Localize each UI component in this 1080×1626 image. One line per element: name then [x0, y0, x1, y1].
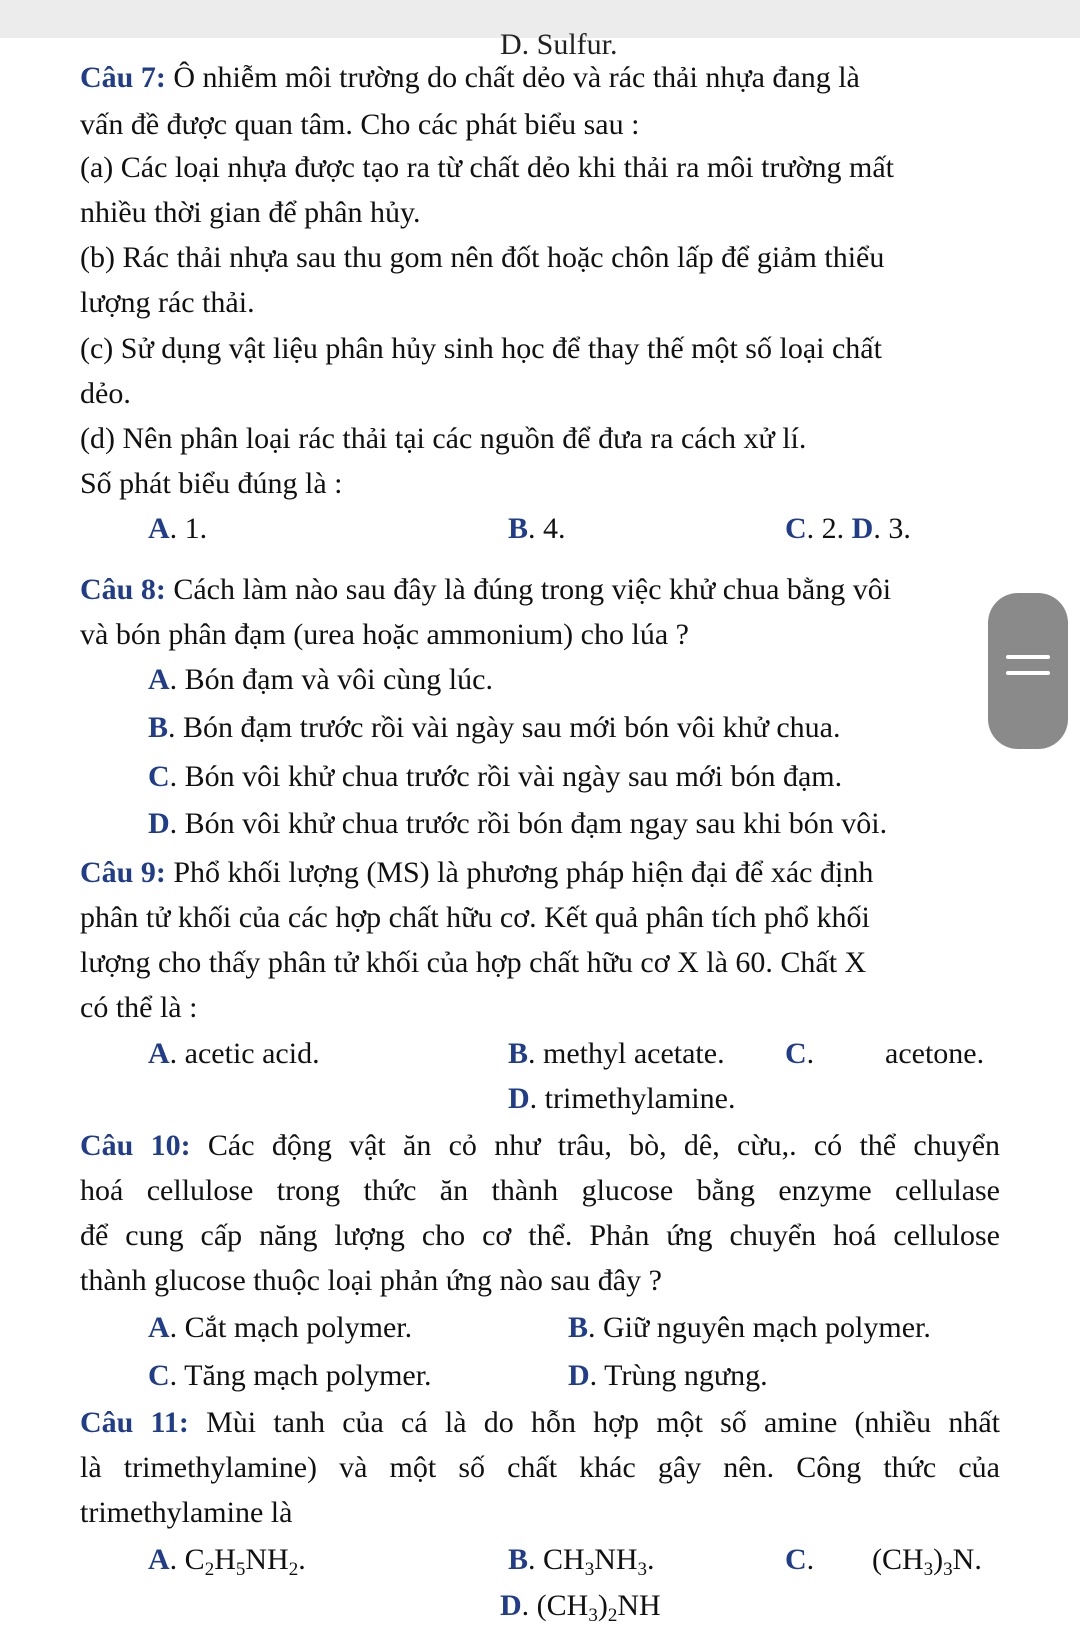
- q7-label: Câu 7:: [80, 61, 166, 94]
- option-text: . 4.: [528, 512, 566, 545]
- q8-label: Câu 8:: [80, 573, 166, 606]
- option-letter: D: [500, 1589, 522, 1622]
- q7-statement-a: (a) Các loại nhựa được tạo ra từ chất dẻo khi thải ra môi trường mất: [80, 151, 894, 184]
- q7-statement-c: (c) Sử dụng vật liệu phân hủy sinh học để thay thế một số loại chất: [80, 332, 882, 365]
- option-letter: C: [785, 1037, 807, 1070]
- q8-option-b[interactable]: [148, 710, 840, 746]
- q9-stem-text: Phổ khối lượng (MS) là phương pháp hiện đại để xác định: [165, 856, 874, 889]
- q10-stem-line-2: hoá cellulose trong thức ăn thành glucose bằng enzyme cellulase: [80, 1174, 1000, 1207]
- q8-stem-line-1: [80, 572, 1000, 608]
- formula-a: $C_2H_5NH_2$.: [184, 1543, 306, 1580]
- q7-stem-text: Ô nhiễm môi trường do chất dẻo và rác thải nhựa đang là: [165, 61, 860, 94]
- q7-statement-c-cont: dẻo.: [80, 377, 131, 410]
- option-text: . Bón đạm và vôi cùng lúc.: [169, 663, 493, 696]
- option-text: . Cắt mạch polymer.: [169, 1311, 413, 1344]
- cutoff-text: D. Sulfur.: [500, 28, 618, 61]
- option-letter: C: [785, 1543, 807, 1576]
- q7-statement-d: (d) Nên phân loại rác thải tại các nguồn để đưa ra cách xử lí.: [80, 422, 807, 455]
- q10-stem-line-1: [80, 1128, 1000, 1164]
- option-letter: C: [148, 760, 170, 793]
- q7-stem-line-2: vấn đề được quan tâm. Cho các phát biểu sau :: [80, 108, 640, 141]
- q10-option-a[interactable]: [148, 1310, 412, 1346]
- q7-option-a[interactable]: [148, 511, 207, 547]
- scroll-handle[interactable]: [988, 593, 1068, 749]
- option-text: . Tăng mạch polymer.: [169, 1359, 432, 1392]
- option-letter: A: [148, 512, 170, 545]
- q10-option-b[interactable]: [568, 1310, 931, 1346]
- q10-stem-line-3: để cung cấp năng lượng cho cơ thể. Phản ứng chuyển hoá cellulose: [80, 1219, 1000, 1252]
- q9-label: Câu 9:: [80, 856, 166, 889]
- option-letter: A: [148, 663, 170, 696]
- option-text: . Giữ nguyên mạch polymer.: [588, 1311, 931, 1344]
- q11-option-a[interactable]: [148, 1542, 306, 1578]
- q9-stem-line-3: lượng cho thấy phân tử khối của hợp chất hữu cơ X là 60. Chất X: [80, 946, 867, 979]
- q9-stem-line-2: phân tử khối của các hợp chất hữu cơ. Kết quả phân tích phổ khối: [80, 901, 870, 934]
- option-letter: C: [785, 512, 807, 545]
- option-text: .: [806, 1543, 815, 1576]
- q11-option-b[interactable]: [508, 1542, 655, 1578]
- q11-stem-line-2: là trimethylamine) và một số chất khác gây nên. Công thức của: [80, 1451, 1000, 1484]
- q11-label: Câu 11:: [80, 1406, 189, 1439]
- q11-stem-line-3: trimethylamine là: [80, 1496, 293, 1529]
- option-letter: C: [148, 1359, 170, 1392]
- q10-option-c[interactable]: [148, 1358, 432, 1394]
- option-letter: A: [148, 1311, 170, 1344]
- grip-line-icon: [1006, 671, 1050, 675]
- option-text: .: [528, 1543, 544, 1576]
- option-text: . Bón vôi khử chua trước rồi vài ngày sau mới bón đạm.: [169, 760, 843, 793]
- formula-d: $(CH_3)_2NH$: [536, 1589, 661, 1626]
- q7-stem-line-1: [80, 60, 1000, 96]
- option-letter: D: [851, 512, 874, 545]
- option-letter: B: [148, 711, 169, 744]
- q7-option-c[interactable]: [785, 511, 911, 547]
- option-letter: B: [508, 512, 529, 545]
- grip-line-icon: [1006, 655, 1050, 659]
- q9-option-b[interactable]: [508, 1036, 725, 1072]
- q11-option-d[interactable]: [500, 1588, 661, 1626]
- option-text: . 1.: [169, 512, 208, 545]
- q10-label: Câu 10:: [80, 1129, 191, 1162]
- q7-statement-a-cont: nhiều thời gian để phân hủy.: [80, 196, 421, 229]
- formula-b: $CH_3NH_3$.: [543, 1543, 655, 1580]
- option-text: . 2.: [806, 512, 852, 545]
- option-text: . methyl acetate.: [528, 1037, 725, 1070]
- option-letter: B: [508, 1037, 529, 1070]
- option-text: .: [169, 1543, 185, 1576]
- q10-stem-text: Các động vật ăn cỏ như trâu, bò, dê, cừu,. có thể chuyển: [190, 1129, 1001, 1162]
- option-text: .: [521, 1589, 537, 1622]
- option-letter: A: [148, 1037, 170, 1070]
- q7-option-d[interactable]: [852, 512, 911, 545]
- option-text: .: [806, 1037, 815, 1070]
- option-text: . Bón vôi khử chua trước rồi bón đạm ngay sau khi bón vôi.: [169, 807, 888, 840]
- q8-stem-line-2: và bón phân đạm (urea hoặc ammonium) cho lúa ?: [80, 618, 689, 651]
- q8-stem-text: Cách làm nào sau đây là đúng trong việc khử chua bằng vôi: [165, 573, 892, 606]
- option-letter: D: [508, 1082, 530, 1115]
- q11-option-c-formula[interactable]: $(CH_3)_3N$.: [872, 1543, 982, 1580]
- option-text: . trimethylamine.: [529, 1082, 736, 1115]
- q11-stem-text: Mùi tanh của cá là do hỗn hợp một số amine (nhiều nhất: [188, 1406, 1001, 1439]
- q9-option-c-text[interactable]: acetone.: [885, 1037, 985, 1070]
- option-letter: B: [568, 1311, 589, 1344]
- q9-stem-line-4: có thể là :: [80, 991, 198, 1024]
- option-letter: D: [568, 1359, 590, 1392]
- q11-stem-line-1: [80, 1405, 1000, 1441]
- option-text: . Bón đạm trước rồi vài ngày sau mới bón vôi khử chua.: [168, 711, 841, 744]
- option-text: . Trùng ngưng.: [589, 1359, 768, 1392]
- q8-option-a[interactable]: [148, 662, 493, 698]
- q7-option-b[interactable]: [508, 511, 566, 547]
- option-text: . acetic acid.: [169, 1037, 320, 1070]
- option-letter: A: [148, 1543, 170, 1576]
- option-text: . 3.: [873, 512, 911, 545]
- option-letter: B: [508, 1543, 529, 1576]
- q8-option-c[interactable]: [148, 759, 842, 795]
- q11-option-c[interactable]: [785, 1542, 814, 1578]
- q7-statement-b-cont: lượng rác thải.: [80, 286, 255, 319]
- q9-option-d[interactable]: [508, 1081, 735, 1117]
- option-letter: D: [148, 807, 170, 840]
- q7-prompt: Số phát biểu đúng là :: [80, 467, 343, 500]
- q8-option-d[interactable]: [148, 806, 887, 842]
- q9-stem-line-1: [80, 855, 1000, 891]
- q7-statement-b: (b) Rác thải nhựa sau thu gom nên đốt hoặc chôn lấp để giảm thiểu: [80, 241, 885, 274]
- q9-option-a[interactable]: [148, 1036, 320, 1072]
- q10-stem-line-4: thành glucose thuộc loại phản ứng nào sau đây ?: [80, 1264, 662, 1297]
- q9-option-c[interactable]: [785, 1036, 814, 1072]
- q10-option-d[interactable]: [568, 1358, 768, 1394]
